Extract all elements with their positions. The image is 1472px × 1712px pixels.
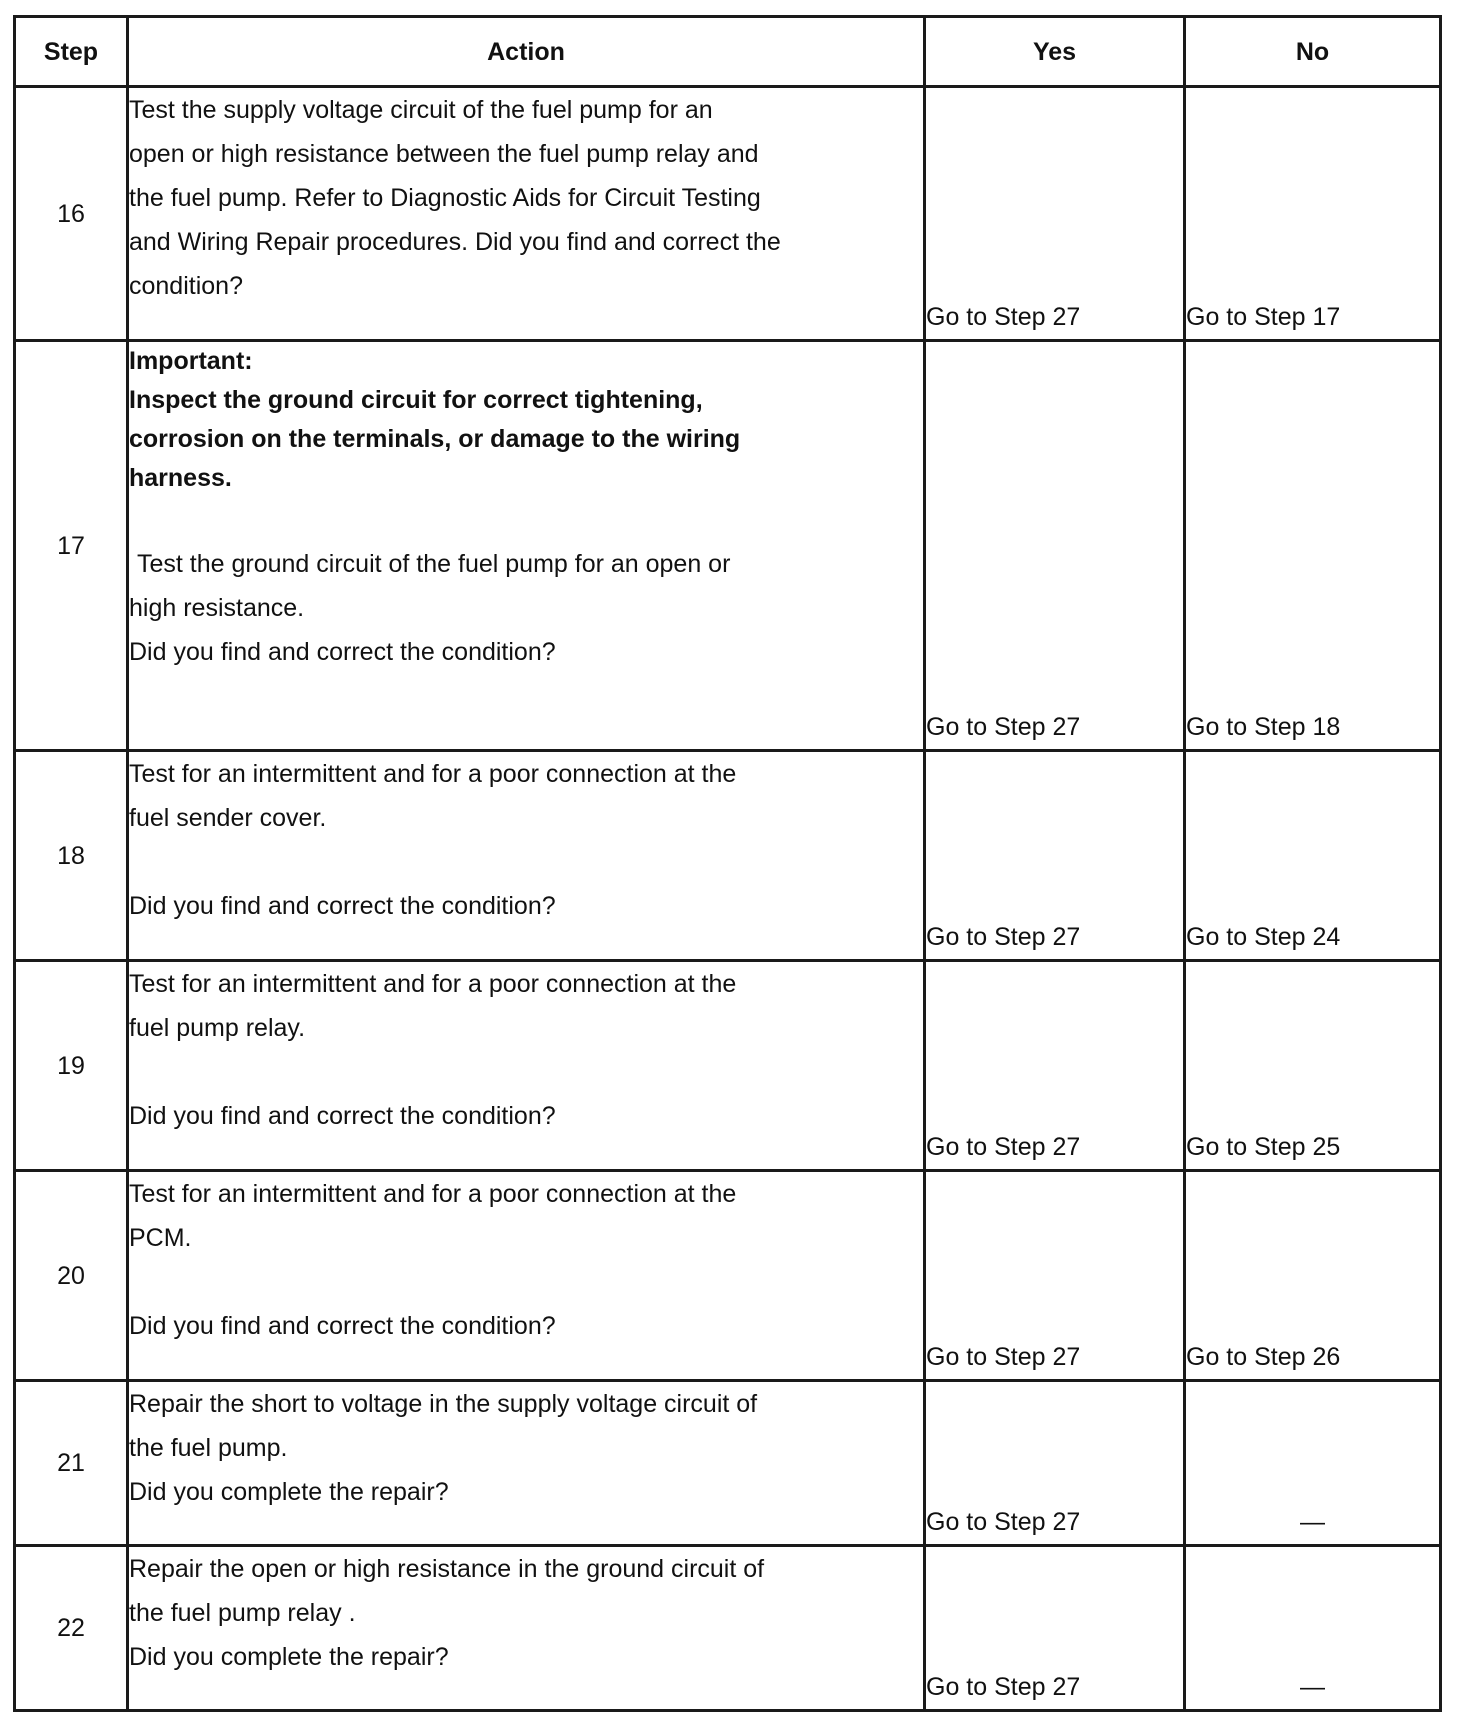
action-cell [128, 751, 925, 961]
action-line: Repair the short to voltage in the supply voltage circuit of [129, 1390, 758, 1418]
table-row [15, 1381, 1441, 1546]
no-result: Go to Step 24 [1185, 751, 1441, 961]
table-row [15, 1171, 1441, 1381]
yes-result: Go to Step 27 [925, 1171, 1185, 1381]
header-yes: Yes [925, 17, 1185, 87]
action-line: Test for an intermittent and for a poor connection at the [129, 970, 737, 998]
yes-result: Go to Step 27 [925, 87, 1185, 341]
yes-result: Go to Step 27 [925, 751, 1185, 961]
action-cell [128, 87, 925, 341]
yes-result: Go to Step 27 [925, 341, 1185, 751]
action-line: Did you complete the repair? [129, 1478, 449, 1506]
action-line: Did you find and correct the condition? [129, 638, 556, 666]
action-line: fuel pump relay. [129, 1014, 306, 1042]
yes-result: Go to Step 27 [925, 961, 1185, 1171]
header-action: Action [128, 17, 925, 87]
no-result: Go to Step 17 [1185, 87, 1441, 341]
action-line: the fuel pump relay . [129, 1599, 356, 1627]
header-step: Step [15, 17, 128, 87]
spacer [129, 1260, 923, 1304]
action-line: fuel sender cover. [129, 804, 327, 832]
action-line: Did you complete the repair? [129, 1643, 449, 1671]
yes-result: Go to Step 27 [925, 1381, 1185, 1546]
important-line: harness. [129, 464, 232, 492]
no-result: Go to Step 26 [1185, 1171, 1441, 1381]
header-no: No [1185, 17, 1441, 87]
table-row [15, 341, 1441, 751]
action-cell [128, 1381, 925, 1546]
table-row [15, 1546, 1441, 1711]
action-line: Repair the open or high resistance in the ground circuit of [129, 1555, 765, 1583]
action-line: open or high resistance between the fuel pump relay and [129, 140, 759, 168]
no-result: Go to Step 18 [1185, 341, 1441, 751]
action-line: Test for an intermittent and for a poor connection at the [129, 1180, 737, 1208]
table-row [15, 961, 1441, 1171]
important-line: Inspect the ground circuit for correct tightening, [129, 386, 703, 414]
step-number: 21 [15, 1381, 128, 1546]
action-line: Test the ground circuit of the fuel pump for an open or [137, 550, 731, 578]
important-line: Important: [129, 347, 253, 375]
action-cell [128, 961, 925, 1171]
action-line: PCM. [129, 1224, 192, 1252]
no-result: — [1185, 1381, 1441, 1546]
action-line: Test for an intermittent and for a poor connection at the [129, 760, 737, 788]
diagnostic-table [13, 15, 1442, 1712]
table-row [15, 87, 1441, 341]
step-number: 17 [15, 341, 128, 751]
action-line: condition? [129, 272, 243, 300]
step-number: 18 [15, 751, 128, 961]
action-line: high resistance. [129, 594, 305, 622]
action-cell [128, 341, 925, 751]
action-line: Did you find and correct the condition? [129, 1102, 556, 1130]
step-number: 16 [15, 87, 128, 341]
action-line: the fuel pump. Refer to Diagnostic Aids for Circuit Testing [129, 184, 761, 212]
header-row [15, 17, 1441, 87]
step-number: 22 [15, 1546, 128, 1711]
action-line: Test the supply voltage circuit of the fuel pump for an [129, 96, 713, 124]
action-line: and Wiring Repair procedures. Did you find and correct the [129, 228, 781, 256]
spacer [129, 840, 923, 884]
important-line: corrosion on the terminals, or damage to the wiring [129, 425, 741, 453]
yes-result: Go to Step 27 [925, 1546, 1185, 1711]
no-result: — [1185, 1546, 1441, 1711]
no-result: Go to Step 25 [1185, 961, 1441, 1171]
action-line: Did you find and correct the condition? [129, 1312, 556, 1340]
action-line: Did you find and correct the condition? [129, 892, 556, 920]
step-number: 19 [15, 961, 128, 1171]
table-row [15, 751, 1441, 961]
action-cell [128, 1171, 925, 1381]
important-note [129, 342, 923, 498]
step-number: 20 [15, 1171, 128, 1381]
action-cell [128, 1546, 925, 1711]
spacer [129, 1050, 923, 1094]
action-line: the fuel pump. [129, 1434, 288, 1462]
